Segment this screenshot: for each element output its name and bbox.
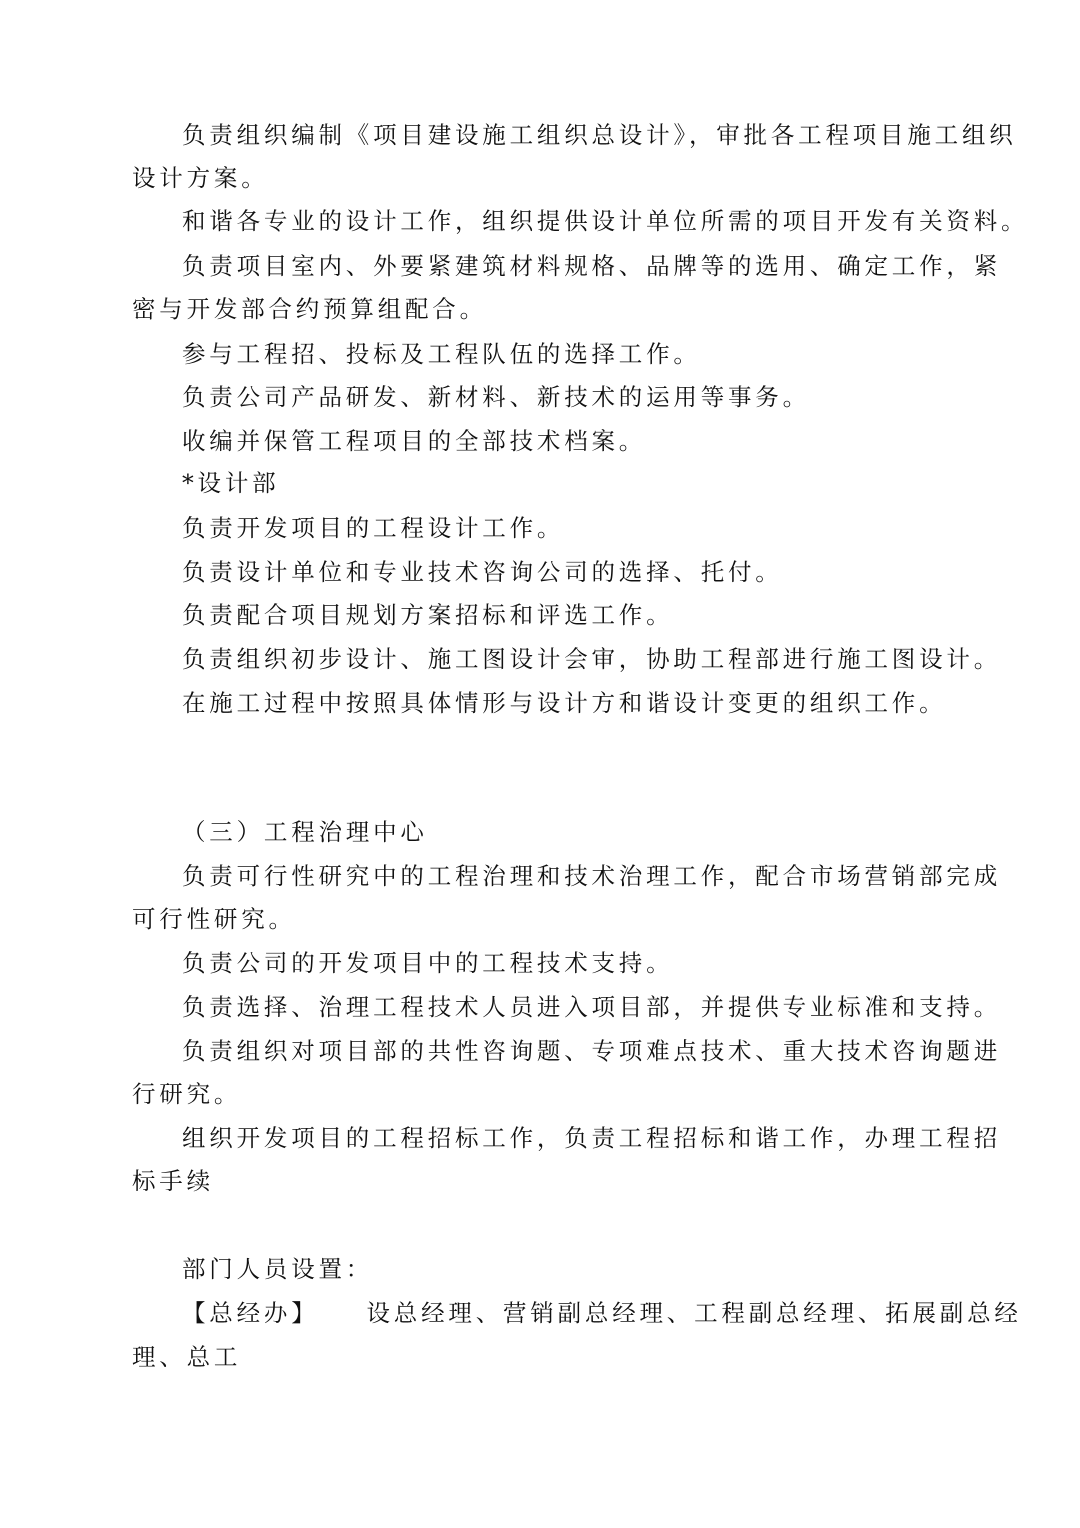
paragraph-line: 负责设计单位和专业技术咨询公司的选择、托付。 (182, 558, 783, 586)
paragraph-line: 行研究。 (132, 1080, 242, 1108)
paragraph-line: 负责组织初步设计、施工图设计会审，协助工程部进行施工图设计。 (182, 645, 1001, 673)
paragraph-line: 参与工程招、投标及工程队伍的选择工作。 (182, 340, 701, 368)
paragraph-line: 负责开发项目的工程设计工作。 (182, 514, 565, 542)
paragraph-line: 负责公司产品研发、新材料、新技术的运用等事务。 (182, 383, 810, 411)
paragraph-line: 在施工过程中按照具体情形与设计方和谐设计变更的组织工作。 (182, 689, 947, 717)
paragraph-line: 负责组织对项目部的共性咨询题、专项难点技术、重大技术咨询题进 (182, 1037, 1001, 1065)
paragraph-line: 负责公司的开发项目中的工程技术支持。 (182, 949, 674, 977)
paragraph-line: 和谐各专业的设计工作，组织提供设计单位所需的项目开发有关资料。 (182, 207, 1029, 235)
office-roles: 设总经理、营销副总经理、工程副总经理、拓展副总经 (366, 1299, 1022, 1327)
office-tag: 【总经办】 (182, 1299, 319, 1327)
paragraph-line: 负责配合项目规划方案招标和评选工作。 (182, 601, 674, 629)
staffing-office-line (182, 1297, 1022, 1329)
paragraph-line: 密与开发部合约预算组配合。 (132, 295, 487, 323)
section-heading-engineering: （三）工程治理中心 (182, 818, 428, 846)
section-heading-design: *设计部 (182, 469, 280, 497)
paragraph-line: 设计方案。 (132, 164, 269, 192)
paragraph-line: 负责可行性研究中的工程治理和技术治理工作，配合市场营销部完成 (182, 862, 1001, 890)
paragraph-line: 负责选择、治理工程技术人员进入项目部，并提供专业标准和支持。 (182, 993, 1001, 1021)
paragraph-line: 负责项目室内、外要紧建筑材料规格、品牌等的选用、确定工作，紧 (182, 252, 1001, 280)
paragraph-line: 组织开发项目的工程招标工作，负责工程招标和谐工作，办理工程招 (182, 1124, 1001, 1152)
staffing-heading: 部门人员设置： (182, 1255, 374, 1283)
paragraph-line: 可行性研究。 (132, 905, 296, 933)
paragraph-line: 理、总工 (132, 1343, 242, 1371)
paragraph-line: 标手续 (132, 1167, 214, 1195)
paragraph-line: 收编并保管工程项目的全部技术档案。 (182, 427, 647, 455)
paragraph-line: 负责组织编制《项目建设施工组织总设计》，审批各工程项目施工组织 (182, 121, 1017, 149)
